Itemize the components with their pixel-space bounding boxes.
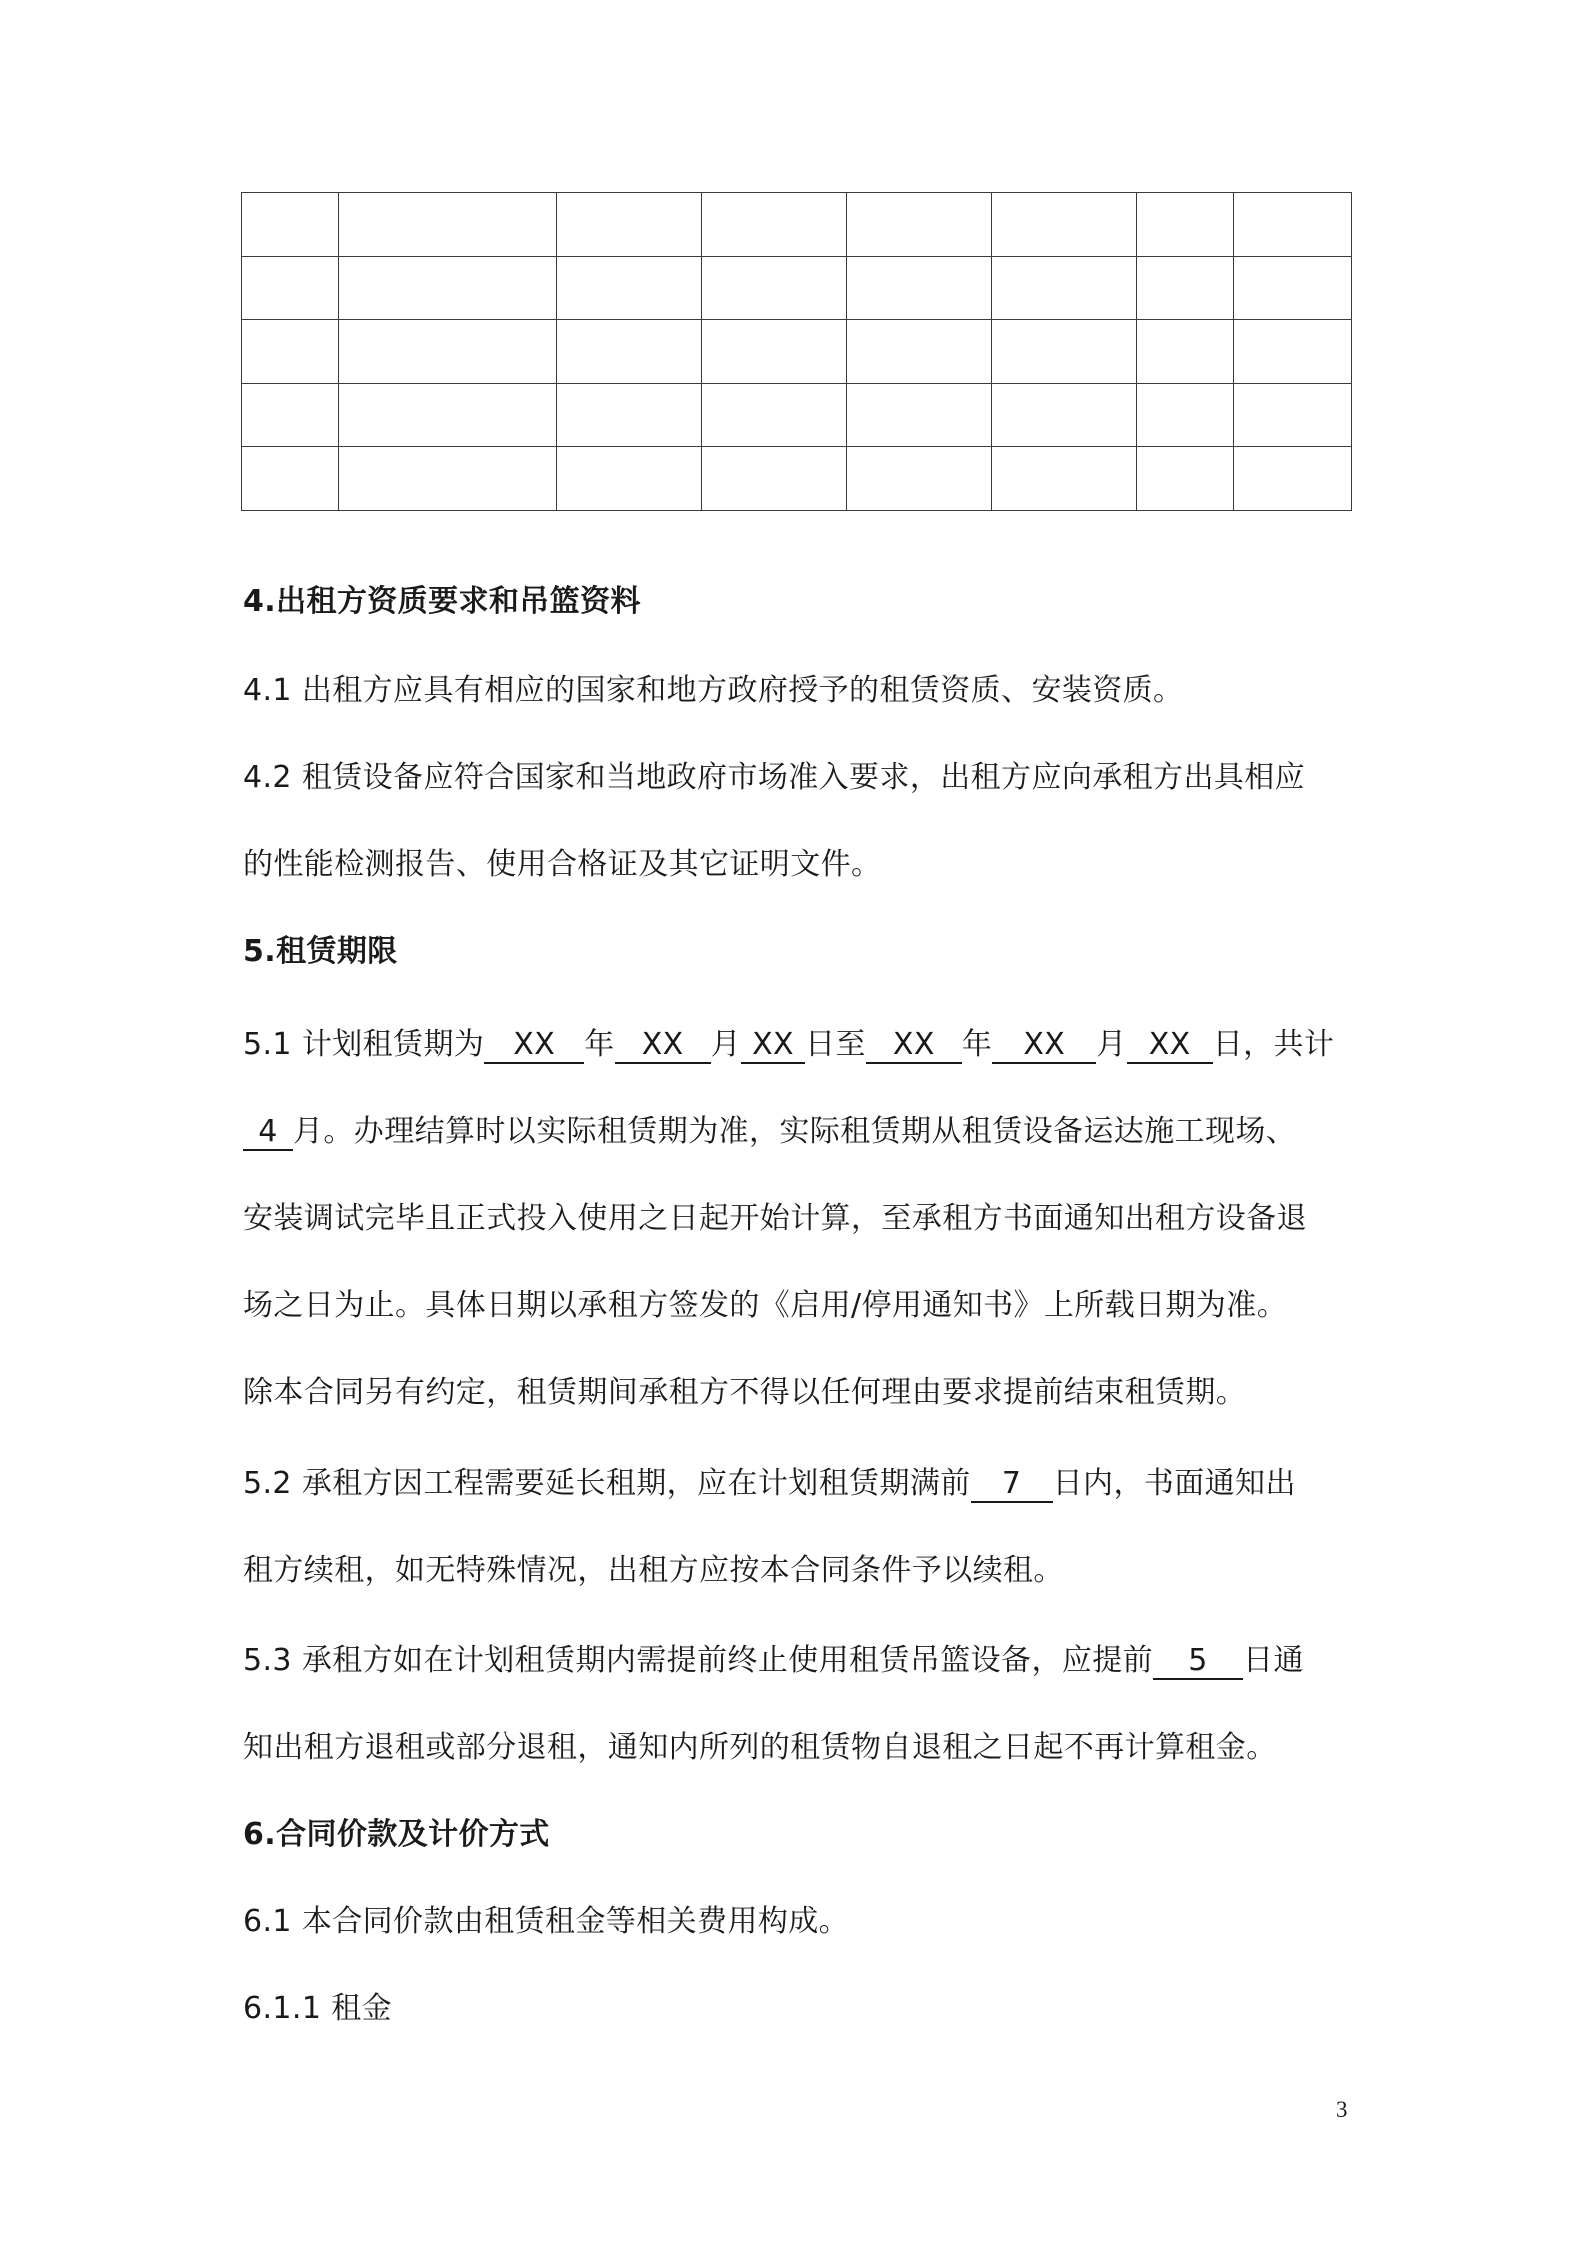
clause-5-2-text: 日内，书面通知出 bbox=[1052, 1466, 1296, 1501]
table-cell bbox=[339, 193, 557, 257]
table-cell bbox=[1137, 256, 1234, 320]
table-cell bbox=[992, 193, 1137, 257]
table-cell bbox=[339, 447, 557, 511]
section-6-heading: 6.合同价款及计价方式 bbox=[243, 1817, 550, 1852]
table-cell bbox=[1234, 383, 1352, 447]
table-cell bbox=[1234, 193, 1352, 257]
clause-5-1-line-2 bbox=[243, 1111, 1296, 1153]
table-cell bbox=[847, 383, 992, 447]
table-row bbox=[242, 193, 1352, 257]
day-to-label: 日至 bbox=[805, 1027, 866, 1062]
table-cell bbox=[847, 447, 992, 511]
table-cell bbox=[1137, 320, 1234, 384]
table-cell bbox=[992, 447, 1137, 511]
table-cell bbox=[339, 383, 557, 447]
page-number: 3 bbox=[1336, 2097, 1348, 2122]
table-cell bbox=[242, 256, 339, 320]
clause-6-1: 6.1 本合同价款由租赁租金等相关费用构成。 bbox=[243, 1904, 850, 1939]
clause-5-3-text: 5.3 承租方如在计划租赁期内需提前终止使用租赁吊篮设备，应提前 bbox=[243, 1643, 1154, 1678]
clause-5-3-line-1 bbox=[243, 1640, 1304, 1682]
table-cell bbox=[702, 193, 847, 257]
table-cell bbox=[557, 447, 702, 511]
table-cell bbox=[847, 320, 992, 384]
clause-4-1: 4.1 出租方应具有相应的国家和地方政府授予的租赁资质、安装资质。 bbox=[243, 673, 1184, 708]
end-year-field: XX bbox=[866, 1028, 962, 1064]
table-cell bbox=[702, 320, 847, 384]
table-cell bbox=[557, 193, 702, 257]
table-cell bbox=[702, 447, 847, 511]
table-cell bbox=[242, 383, 339, 447]
clause-5-2-line-1 bbox=[243, 1463, 1296, 1505]
table-cell bbox=[557, 320, 702, 384]
clause-5-1-line-4: 场之日为止。具体日期以承租方签发的《启用/停用通知书》上所载日期为准。 bbox=[243, 1288, 1288, 1323]
table-cell bbox=[992, 383, 1137, 447]
table-row bbox=[242, 383, 1352, 447]
year-label: 年 bbox=[961, 1027, 993, 1062]
table-cell bbox=[1137, 383, 1234, 447]
table-cell bbox=[1234, 256, 1352, 320]
total-months-field: 4 bbox=[243, 1115, 293, 1151]
table-cell bbox=[339, 256, 557, 320]
table-cell bbox=[992, 256, 1137, 320]
start-day-field: XX bbox=[741, 1028, 805, 1064]
clause-4-2-line-2: 的性能检测报告、使用合格证及其它证明文件。 bbox=[243, 847, 882, 882]
table-cell bbox=[1234, 320, 1352, 384]
table-cell bbox=[992, 320, 1137, 384]
start-month-field: XX bbox=[615, 1028, 711, 1064]
start-year-field: XX bbox=[484, 1028, 584, 1064]
total-label: 日，共计 bbox=[1212, 1027, 1335, 1062]
clause-5-2-line-2: 租方续租，如无特殊情况，出租方应按本合同条件予以续租。 bbox=[243, 1553, 1064, 1588]
table-cell bbox=[242, 447, 339, 511]
table-row bbox=[242, 320, 1352, 384]
table-cell bbox=[702, 383, 847, 447]
clause-5-3-line-2: 知出租方退租或部分退租，通知内所列的租赁物自退租之日起不再计算租金。 bbox=[243, 1730, 1277, 1765]
extension-notice-days-field: 7 bbox=[971, 1467, 1053, 1503]
section-4-heading: 4.出租方资质要求和吊篮资料 bbox=[243, 584, 641, 619]
clause-5-1-line-3: 安装调试完毕且正式投入使用之日起开始计算，至承租方书面通知出租方设备退 bbox=[243, 1201, 1307, 1236]
table-cell bbox=[1234, 447, 1352, 511]
table-cell bbox=[702, 256, 847, 320]
clause-6-1-1: 6.1.1 租金 bbox=[243, 1991, 393, 2026]
table-cell bbox=[557, 256, 702, 320]
table-cell bbox=[847, 193, 992, 257]
clause-4-2-line-1: 4.2 租赁设备应符合国家和当地政府市场准入要求，出租方应向承租方出具相应 bbox=[243, 760, 1306, 795]
end-month-field: XX bbox=[992, 1028, 1096, 1064]
month-label: 月 bbox=[1096, 1027, 1127, 1062]
table-cell bbox=[1137, 447, 1234, 511]
table-cell bbox=[847, 256, 992, 320]
end-day-field: XX bbox=[1127, 1028, 1213, 1064]
blank-equipment-table bbox=[241, 192, 1352, 511]
table-row bbox=[242, 447, 1352, 511]
clause-5-3-text: 日通 bbox=[1243, 1643, 1304, 1678]
month-label: 月 bbox=[710, 1027, 742, 1062]
clause-5-1-text: 月。办理结算时以实际租赁期为准，实际租赁期从租赁设备运达施工现场、 bbox=[293, 1114, 1297, 1149]
clause-5-1-line-1 bbox=[243, 1024, 1334, 1066]
table-cell bbox=[242, 320, 339, 384]
clause-5-1-text: 5.1 计划租赁期为 bbox=[243, 1027, 485, 1062]
table-row bbox=[242, 256, 1352, 320]
table-cell bbox=[242, 193, 339, 257]
table-cell bbox=[339, 320, 557, 384]
termination-notice-days-field: 5 bbox=[1153, 1644, 1243, 1680]
table-cell bbox=[557, 383, 702, 447]
section-5-heading: 5.租赁期限 bbox=[243, 934, 398, 969]
clause-5-2-text: 5.2 承租方因工程需要延长租期，应在计划租赁期满前 bbox=[243, 1466, 971, 1501]
clause-5-1-line-5: 除本合同另有约定，租赁期间承租方不得以任何理由要求提前结束租赁期。 bbox=[243, 1375, 1247, 1410]
table-cell bbox=[1137, 193, 1234, 257]
year-label: 年 bbox=[584, 1027, 615, 1062]
